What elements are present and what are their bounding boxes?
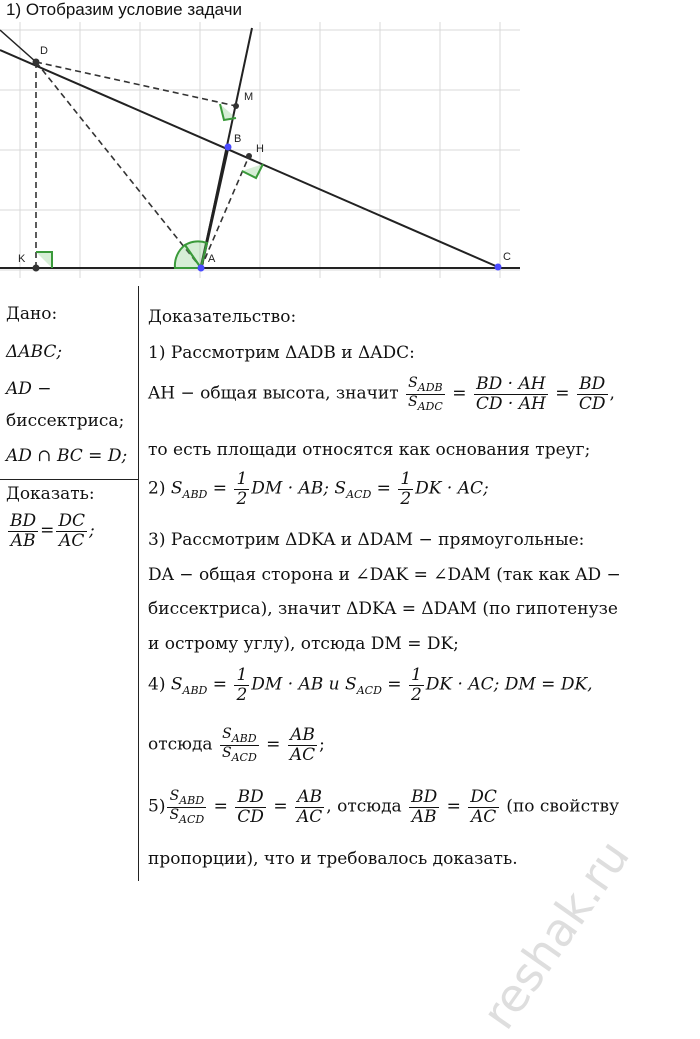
label-m: M [244,91,254,103]
page-title: 1) Отобразим условие задачи [6,0,242,19]
given-item: ΔABC; [6,342,63,362]
proof-step-5-line: пропорции), что и требовалось доказать. [148,849,518,869]
point-b [225,144,232,151]
point-c [495,264,502,271]
proof-step-1-formula: AH − общая высота, значит $\frac{S_{ADB}}{S_{ADC}}$ = $\frac{BD \cdot AH}{CD \cdot AH}$ = $\frac{BD}{CD}$ , [148,374,615,414]
segment-ah [201,156,249,268]
proof-step-4-conclusion: отсюда $\frac{S_{ABD}}{S_{ACD}}$ = $\frac{AB}{AC}$ ; [148,725,325,765]
given-item: AD − [6,379,52,399]
label-b: B [234,133,242,145]
point-d [33,59,40,66]
proof-step-3-line: DA − общая сторона и ∠DAK = ∠DAM (так как AD − [148,565,621,585]
point-m [233,103,239,109]
proof-step-4: 4) $S_{ABD}$ = $\frac{1}{2}$ DM · AB и $S_{ACD}$ = $\frac{1}{2}$ DK · AC; DM = DK, [148,665,593,705]
prove-formula: $\frac{BD}{AB}$ = $\frac{DC}{AC}$ ; [10,511,95,551]
prove-label: Доказать: [6,484,95,504]
proof-step-3-line: 3) Рассмотрим ΔDKA и ΔDAM − прямоугольные: [148,530,585,550]
proof-step-1-line: то есть площади относятся как основания треуг; [148,440,591,460]
given-label: Дано: [6,304,58,324]
segment-dm [36,62,236,106]
given-item: биссектриса; [6,411,125,431]
proof-step-5: 5) $\frac{S_{ABD}}{S_{ACD}}$ = $\frac{BD}{CD}$ = $\frac{AB}{AC}$ , отсюда $\frac{BD}{AB}$ = $\frac{DC}{AC}$ (по свойству [148,787,620,827]
proof-step-1-line: 1) Рассмотрим ΔADB и ΔADC: [148,343,415,363]
point-k [33,265,40,272]
proof-step-2: 2) $S_{ABD}$ = $\frac{1}{2}$ DM · AB; $S_{ACD}$ = $\frac{1}{2}$ DK · AC; [148,469,489,509]
label-d: D [40,45,48,57]
label-k: K [18,253,26,265]
label-a: A [208,253,216,265]
proof-title: Доказательство: [148,307,297,327]
geometry-figure [0,22,520,278]
point-a [198,265,205,272]
given-prove-divider [0,479,138,480]
proof-step-3-line: и острому углу), отсюда DM = DK; [148,634,459,654]
column-divider [138,286,139,881]
watermark: reshak.ru [471,830,640,1039]
proof-step-3-line: биссектриса), значит ΔDKA = ΔDAM (по гипотенузе [148,599,618,619]
label-c: C [503,251,511,263]
given-item: AD ∩ BC = D; [6,446,128,466]
label-h: H [256,143,264,155]
point-h [246,153,252,159]
